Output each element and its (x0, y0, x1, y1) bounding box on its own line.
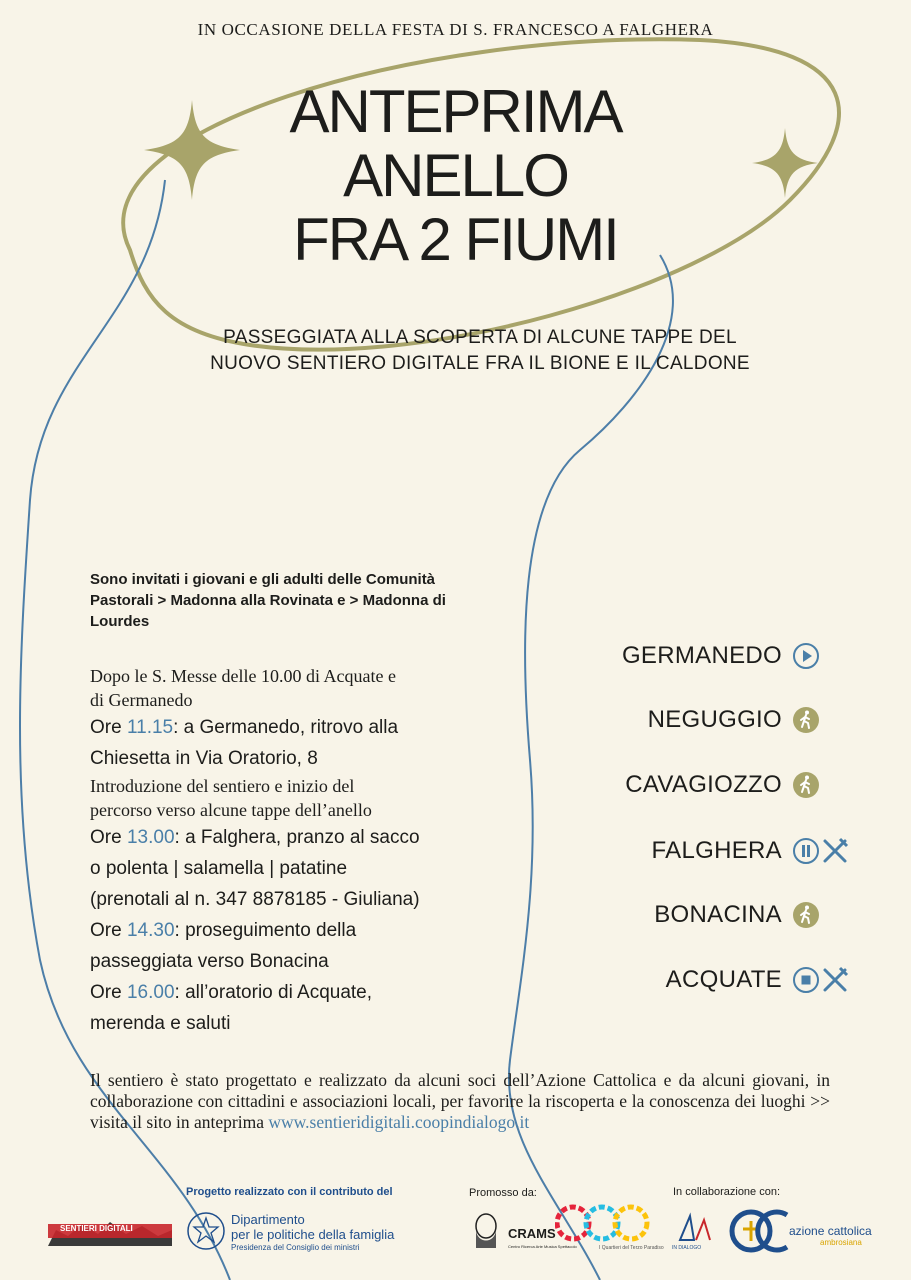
sentieri-logo-text: SENTIERI DIGITALI (60, 1224, 133, 1233)
schedule-intro: Dopo le S. Messe delle 10.00 di Acquate e di Germanedo (90, 666, 396, 710)
indialogo-logo (676, 1210, 716, 1244)
schedule-item-1: Ore 11.15: a Germanedo, ritrovo alla Chiesetta in Via Oratorio, 8 (90, 717, 399, 769)
indialogo-label: IN DIALOGO (672, 1245, 702, 1251)
fork-knife-icon (820, 836, 850, 866)
azione-cattolica-sub: ambrosiana (820, 1238, 862, 1247)
invite-text: Sono invitati i giovani e gli adulti delle Comunità Pastorali > Madonna alla Rovinata e > Madonna di Lourdes (90, 571, 446, 630)
stop-falghera: FALGHERA (652, 831, 820, 871)
terzo-paradiso-logo (555, 1202, 650, 1244)
fork-knife-icon (820, 965, 850, 995)
crams-sub: Centro Ricerca Arte Musica Spettacolo (508, 1244, 577, 1249)
terzo-paradiso-label: I Quartieri del Terzo Paradiso (599, 1245, 664, 1251)
site-link[interactable]: www.sentieridigitali.coopindialogo.it (268, 1112, 530, 1132)
stop-bonacina: BONACINA (654, 895, 820, 935)
walker-icon (792, 706, 820, 734)
republic-emblem-icon (186, 1211, 226, 1251)
play-circle-icon (792, 642, 820, 670)
pause-circle-icon (792, 837, 820, 865)
footer-contrib-label: Progetto realizzato con il contributo del (186, 1186, 393, 1198)
azione-cattolica-name: azione cattolica (789, 1224, 872, 1238)
azione-cattolica-logo (729, 1207, 789, 1255)
subtitle: PASSEGGIATA ALLA SCOPERTA DI ALCUNE TAPPE DEL NUOVO SENTIERO DIGITALE FRA IL BIONE E IL CALDONE (210, 327, 750, 374)
footer-collab-label: In collaborazione con: (673, 1186, 781, 1198)
stop-circle-icon (792, 966, 820, 994)
schedule-item-2: Ore 13.00: a Falghera, pranzo al sacco o polenta | salamella | patatine (prenotali al n. 347 8878185 - Giuliana) (90, 827, 420, 910)
project-note: Il sentiero è stato progettato e realizzato da alcuni soci dell’Azione Cattolica e da alcuni giovani, in collaborazione con cittadini e associazioni locali, per favorire la riscoperta e la conoscenza dei luoghi >> visita il sito in anteprima www.sentieridigitali.coopindialogo.it (90, 1070, 830, 1132)
walker-icon (792, 901, 820, 929)
crams-logo-text: CRAMS (508, 1226, 556, 1241)
schedule-item-3: Ore 14.30: proseguimento della passeggiata verso Bonacina (90, 920, 357, 972)
stop-cavagiozzo: CAVAGIOZZO (625, 765, 820, 805)
schedule-item-4: Ore 16.00: all’oratorio di Acquate, merenda e saluti (90, 982, 373, 1034)
schedule (90, 664, 510, 1039)
schedule-description: Introduzione del sentiero e inizio del percorso verso alcune tappe dell’anello (90, 776, 372, 820)
occasion-line: IN OCCASIONE DELLA FESTA DI S. FRANCESCO A FALGHERA (197, 20, 714, 39)
dipartimento-name: Dipartimento per le politiche della famiglia (231, 1212, 395, 1242)
stop-acquate: ACQUATE (666, 960, 820, 1000)
footer-promoted-label: Promosso da: (469, 1187, 537, 1199)
walker-icon (792, 771, 820, 799)
page-title: ANTEPRIMA ANELLO FRA 2 FIUMI (289, 78, 622, 273)
stop-neguggio: NEGUGGIO (648, 700, 820, 740)
stop-germanedo: GERMANEDO (622, 636, 820, 676)
presidenza-label: Presidenza del Consiglio dei ministri (231, 1243, 360, 1252)
leonardo-portrait-icon (465, 1208, 507, 1250)
